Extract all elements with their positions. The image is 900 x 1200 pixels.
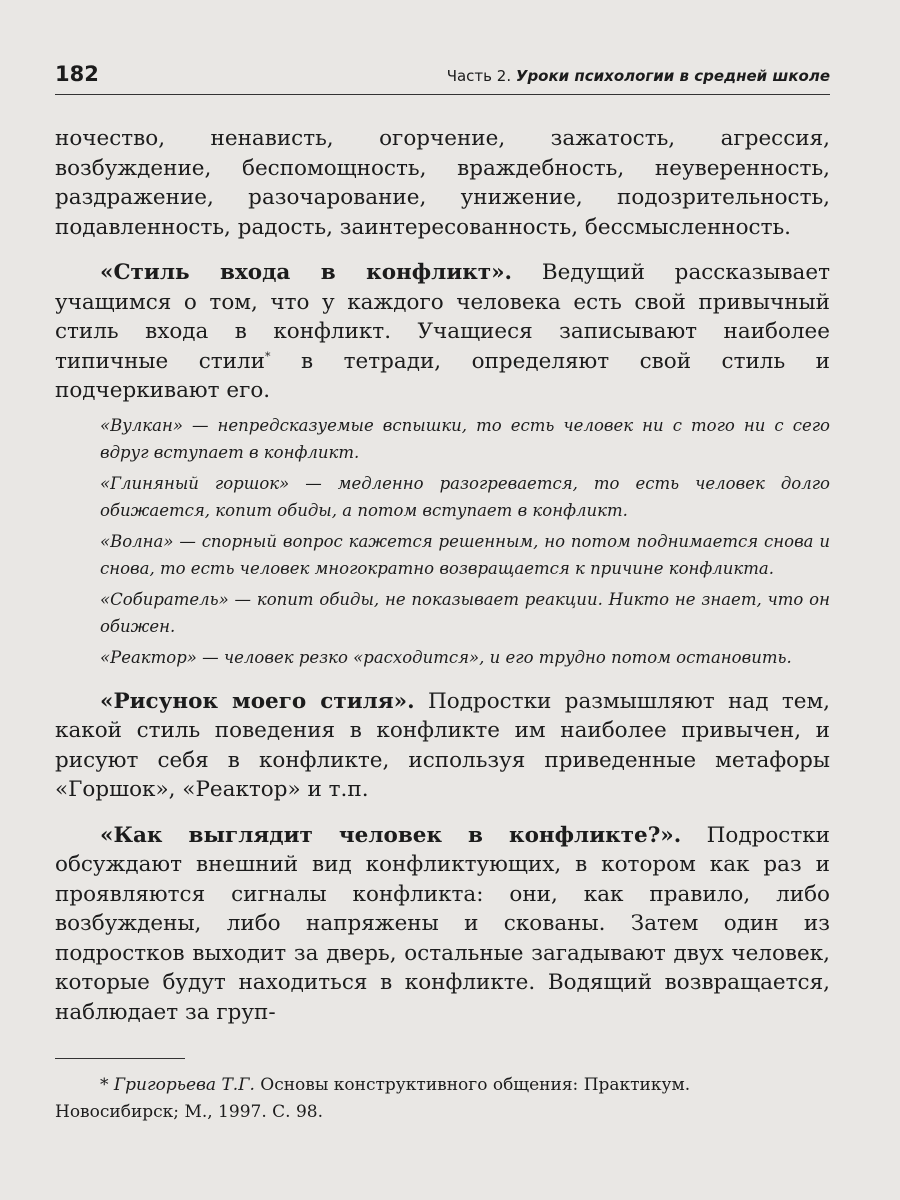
running-title-prefix: Часть 2. xyxy=(446,67,512,85)
style-reactor: «Реактор» — человек резко «расходится», и его трудно потом остановить. xyxy=(100,647,792,667)
styles-list xyxy=(55,412,830,671)
style-wave: «Волна» — спорный вопрос кажется решенным, но потом поднимается снова и снова, то есть человек многократно возвращается к причине конфликта. xyxy=(100,531,830,578)
paragraph-conflict-style: «Стиль входа в конфликт». Ведущий рассказывает учащимся о том, что у каждого человека есть свой привычный стиль входа в конфликт. Учащиеся записывают наиболее типичные стили* в тетради, определяют свой стиль и подчеркивают его. xyxy=(55,260,830,403)
style-volcano: «Вулкан» — непредсказуемые вспышки, то есть человек ни с того ни с сего вдруг вступает в конфликт. xyxy=(100,415,830,462)
paragraph-my-style-drawing: «Рисунок моего стиля». Подростки размышляют над тем, какой стиль поведения в конфликте им наиболее привычен, и рисуют себя в конфликте, используя приведенные метафоры «Горшок», «Реактор» и т.п. xyxy=(55,688,831,802)
header-rule xyxy=(55,94,830,95)
page-number: 182 xyxy=(55,62,99,86)
paragraph-person-in-conflict: «Как выглядит человек в конфликте?». Подростки обсуждают внешний вид конфликтующих, в котором как раз и проявляются сигналы конфликта: они, как правило, либо возбуждены, либо напряжены и скованы. Затем один из подростков выходит за дверь, остальные загадывают двух человек, которые будут находиться в конфликте. Водящий возвращается, наблюдает за груп- xyxy=(55,822,830,1025)
footnote-mark: * xyxy=(265,349,271,363)
footnote: * Григорьева Т.Г. Основы конструктивного общения: Практикум. Новосибирск; М., 1997. С. 98. xyxy=(55,1072,830,1126)
style-collector: «Собиратель» — копит обиды, не показывает реакции. Никто не знает, что он обижен. xyxy=(100,589,830,636)
paragraph-1: ночество, ненависть, огорчение, зажатость, агрессия, возбуждение, беспомощность, враждебность, неуверенность, раздражение, разочарование, унижение, подозрительность, подавленность, радость, заинтересованность, бессмысленность. xyxy=(55,126,830,240)
footnote-line-2: Новосибирск; М., 1997. С. 98. xyxy=(55,1102,323,1122)
footnote-rule xyxy=(55,1058,185,1059)
footnote-author: Григорьева Т.Г. xyxy=(113,1075,255,1095)
main-text xyxy=(55,124,830,1027)
running-title xyxy=(447,67,830,85)
paragraph-conflict-style-title: «Стиль входа в конфликт». xyxy=(100,260,513,285)
page-header xyxy=(55,62,830,86)
style-clay-pot: «Глиняный горшок» — медленно разогревается, то есть человек долго обижается, копит обиды, а потом вступает в конфликт. xyxy=(100,473,830,520)
running-title-bold: Уроки психологии в средней школе xyxy=(515,67,830,85)
